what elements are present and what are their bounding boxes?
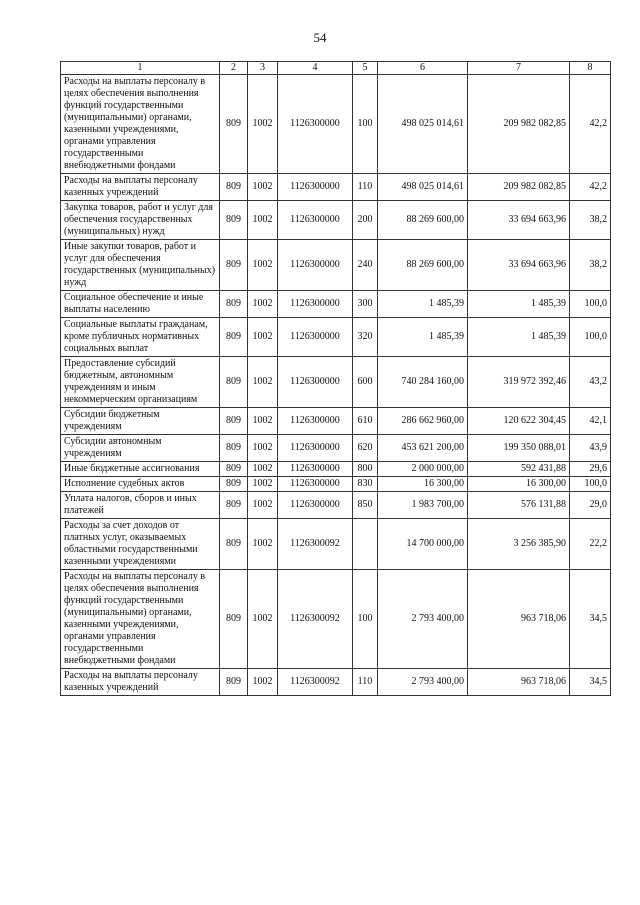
- row-executed: 963 718,06: [468, 669, 570, 696]
- row-gl-code: 809: [220, 357, 248, 408]
- row-planned: 286 662 960,00: [378, 408, 468, 435]
- row-expense-type: 110: [353, 669, 378, 696]
- row-section-code: 1002: [248, 570, 278, 669]
- row-gl-code: 809: [220, 174, 248, 201]
- row-description: Субсидии бюджетным учреждениям: [61, 408, 220, 435]
- row-percent: 43,9: [570, 435, 611, 462]
- row-gl-code: 809: [220, 462, 248, 477]
- row-target-code: 1126300000: [278, 75, 353, 174]
- row-gl-code: 809: [220, 201, 248, 240]
- row-percent: 29,6: [570, 462, 611, 477]
- row-gl-code: 809: [220, 75, 248, 174]
- table-row: [61, 477, 611, 492]
- row-target-code: 1126300000: [278, 357, 353, 408]
- header-row: [61, 62, 611, 75]
- row-description: Иные бюджетные ассигнования: [61, 462, 220, 477]
- row-description: Исполнение судебных актов: [61, 477, 220, 492]
- col-header-4: 4: [278, 62, 353, 75]
- row-executed: 1 485,39: [468, 318, 570, 357]
- table-row: [61, 291, 611, 318]
- row-executed: 199 350 088,01: [468, 435, 570, 462]
- table-row: [61, 357, 611, 408]
- row-expense-type: 110: [353, 174, 378, 201]
- row-executed: 576 131,88: [468, 492, 570, 519]
- row-planned: 498 025 014,61: [378, 174, 468, 201]
- row-target-code: 1126300000: [278, 462, 353, 477]
- row-executed: 209 982 082,85: [468, 75, 570, 174]
- row-percent: 42,1: [570, 408, 611, 435]
- row-target-code: 1126300000: [278, 477, 353, 492]
- table-row: [61, 570, 611, 669]
- table-row: [61, 492, 611, 519]
- table-row: [61, 174, 611, 201]
- row-target-code: 1126300000: [278, 201, 353, 240]
- row-section-code: 1002: [248, 408, 278, 435]
- row-gl-code: 809: [220, 291, 248, 318]
- row-percent: 29,0: [570, 492, 611, 519]
- row-description: Социальные выплаты гражданам, кроме публичных нормативных социальных выплат: [61, 318, 220, 357]
- row-executed: 319 972 392,46: [468, 357, 570, 408]
- row-executed: 120 622 304,45: [468, 408, 570, 435]
- row-planned: 453 621 200,00: [378, 435, 468, 462]
- row-percent: 43,2: [570, 357, 611, 408]
- table-row: [61, 75, 611, 174]
- row-expense-type: 200: [353, 201, 378, 240]
- row-section-code: 1002: [248, 201, 278, 240]
- row-executed: 963 718,06: [468, 570, 570, 669]
- row-target-code: 1126300000: [278, 408, 353, 435]
- row-expense-type: 800: [353, 462, 378, 477]
- row-section-code: 1002: [248, 357, 278, 408]
- row-description: Уплата налогов, сборов и иных платежей: [61, 492, 220, 519]
- row-target-code: 1126300000: [278, 435, 353, 462]
- row-planned: 498 025 014,61: [378, 75, 468, 174]
- row-planned: 1 485,39: [378, 291, 468, 318]
- table-row: [61, 669, 611, 696]
- row-section-code: 1002: [248, 240, 278, 291]
- row-planned: 740 284 160,00: [378, 357, 468, 408]
- row-planned: 14 700 000,00: [378, 519, 468, 570]
- row-description: Субсидии автономным учреждениям: [61, 435, 220, 462]
- row-percent: 42,2: [570, 174, 611, 201]
- col-header-3: 3: [248, 62, 278, 75]
- row-expense-type: 300: [353, 291, 378, 318]
- row-target-code: 1126300000: [278, 240, 353, 291]
- row-description: Социальное обеспечение и иные выплаты населению: [61, 291, 220, 318]
- row-gl-code: 809: [220, 240, 248, 291]
- row-section-code: 1002: [248, 669, 278, 696]
- row-expense-type: [353, 519, 378, 570]
- col-header-1: 1: [61, 62, 220, 75]
- row-planned: 16 300,00: [378, 477, 468, 492]
- col-header-5: 5: [353, 62, 378, 75]
- row-gl-code: 809: [220, 570, 248, 669]
- row-target-code: 1126300000: [278, 492, 353, 519]
- row-percent: 38,2: [570, 201, 611, 240]
- row-gl-code: 809: [220, 519, 248, 570]
- col-header-6: 6: [378, 62, 468, 75]
- row-percent: 34,5: [570, 669, 611, 696]
- row-percent: 100,0: [570, 291, 611, 318]
- col-header-2: 2: [220, 62, 248, 75]
- col-header-7: 7: [468, 62, 570, 75]
- row-section-code: 1002: [248, 435, 278, 462]
- row-percent: 100,0: [570, 477, 611, 492]
- row-planned: 2 793 400,00: [378, 669, 468, 696]
- row-target-code: 1126300092: [278, 570, 353, 669]
- row-executed: 209 982 082,85: [468, 174, 570, 201]
- row-description: Расходы за счет доходов от платных услуг, оказываемых областными государственными казенными учреждениями: [61, 519, 220, 570]
- table-row: [61, 462, 611, 477]
- col-header-8: 8: [570, 62, 611, 75]
- table-row: [61, 519, 611, 570]
- row-expense-type: 610: [353, 408, 378, 435]
- row-executed: 33 694 663,96: [468, 240, 570, 291]
- row-planned: 88 269 600,00: [378, 240, 468, 291]
- row-percent: 34,5: [570, 570, 611, 669]
- row-expense-type: 100: [353, 75, 378, 174]
- row-section-code: 1002: [248, 477, 278, 492]
- table-row: [61, 318, 611, 357]
- row-section-code: 1002: [248, 291, 278, 318]
- row-gl-code: 809: [220, 669, 248, 696]
- row-executed: 16 300,00: [468, 477, 570, 492]
- row-executed: 3 256 385,90: [468, 519, 570, 570]
- row-planned: 1 485,39: [378, 318, 468, 357]
- row-description: Закупка товаров, работ и услуг для обеспечения государственных (муниципальных) нужд: [61, 201, 220, 240]
- row-planned: 88 269 600,00: [378, 201, 468, 240]
- row-target-code: 1126300000: [278, 291, 353, 318]
- row-section-code: 1002: [248, 75, 278, 174]
- row-planned: 1 983 700,00: [378, 492, 468, 519]
- row-percent: 22,2: [570, 519, 611, 570]
- row-description: Предоставление субсидий бюджетным, автономным учреждениям и иным некоммерческим организациям: [61, 357, 220, 408]
- row-gl-code: 809: [220, 477, 248, 492]
- row-section-code: 1002: [248, 462, 278, 477]
- table-row: [61, 201, 611, 240]
- row-target-code: 1126300092: [278, 669, 353, 696]
- row-expense-type: 240: [353, 240, 378, 291]
- row-description: Расходы на выплаты персоналу в целях обеспечения выполнения функций государственными (муниципальными) органами, казенными учреждениями, органами управления государственными внебюджетными фондами: [61, 570, 220, 669]
- row-executed: 33 694 663,96: [468, 201, 570, 240]
- row-executed: 1 485,39: [468, 291, 570, 318]
- table-row: [61, 240, 611, 291]
- row-gl-code: 809: [220, 435, 248, 462]
- row-gl-code: 809: [220, 492, 248, 519]
- row-expense-type: 850: [353, 492, 378, 519]
- row-expense-type: 100: [353, 570, 378, 669]
- row-expense-type: 600: [353, 357, 378, 408]
- row-description: Расходы на выплаты персоналу казенных учреждений: [61, 174, 220, 201]
- row-target-code: 1126300092: [278, 519, 353, 570]
- row-section-code: 1002: [248, 492, 278, 519]
- row-planned: 2 000 000,00: [378, 462, 468, 477]
- row-expense-type: 830: [353, 477, 378, 492]
- table-row: [61, 435, 611, 462]
- table-row: [61, 408, 611, 435]
- row-target-code: 1126300000: [278, 318, 353, 357]
- row-expense-type: 320: [353, 318, 378, 357]
- row-percent: 100,0: [570, 318, 611, 357]
- row-description: Расходы на выплаты персоналу в целях обеспечения выполнения функций государственными (муниципальными) органами, казенными учреждениями, органами управления государственными внебюджетными фондами: [61, 75, 220, 174]
- row-description: Расходы на выплаты персоналу казенных учреждений: [61, 669, 220, 696]
- row-executed: 592 431,88: [468, 462, 570, 477]
- row-gl-code: 809: [220, 318, 248, 357]
- row-expense-type: 620: [353, 435, 378, 462]
- row-planned: 2 793 400,00: [378, 570, 468, 669]
- row-section-code: 1002: [248, 174, 278, 201]
- row-percent: 42,2: [570, 75, 611, 174]
- row-gl-code: 809: [220, 408, 248, 435]
- budget-table: [60, 61, 611, 696]
- row-section-code: 1002: [248, 318, 278, 357]
- page-number: 54: [313, 30, 327, 45]
- row-target-code: 1126300000: [278, 174, 353, 201]
- row-section-code: 1002: [248, 519, 278, 570]
- row-description: Иные закупки товаров, работ и услуг для обеспечения государственных (муниципальных) нужд: [61, 240, 220, 291]
- row-percent: 38,2: [570, 240, 611, 291]
